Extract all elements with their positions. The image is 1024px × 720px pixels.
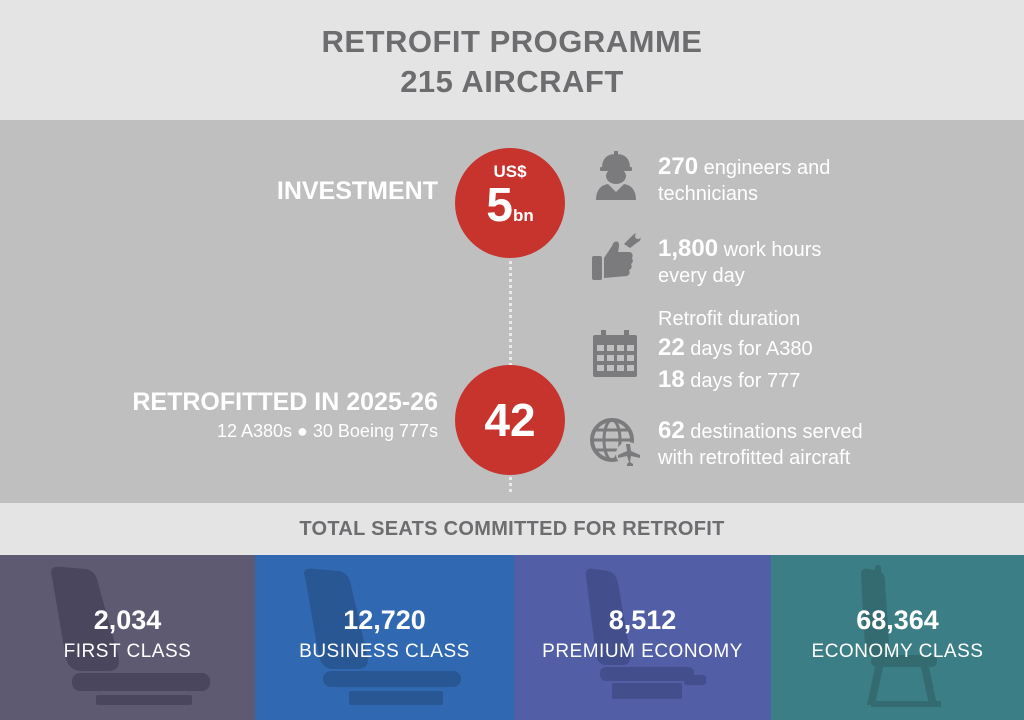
header — [0, 0, 1024, 120]
seat-panel-business — [255, 555, 514, 720]
investment-currency: US$ — [493, 162, 527, 181]
duration-a380-number: 22 — [658, 334, 685, 361]
premium-economy-seat-icon — [514, 555, 771, 720]
retrofitted-count: 42 — [484, 394, 536, 446]
work-hours-text-2: every day — [658, 265, 745, 287]
destinations-number: 62 — [658, 417, 685, 444]
main-section — [0, 120, 1024, 503]
destinations-text: destinations served — [684, 421, 863, 443]
fact-destinations — [658, 418, 863, 471]
fact-duration — [658, 306, 813, 396]
investment-value: 5 — [486, 179, 513, 232]
duration-heading: Retrofit duration — [658, 308, 801, 330]
engineers-number: 270 — [658, 153, 699, 180]
business-class-seat-icon — [255, 555, 514, 720]
seat-panel-economy — [771, 555, 1024, 720]
business-class-value: 12,720 — [343, 605, 426, 635]
investment-unit: bn — [512, 206, 534, 225]
investment-label: INVESTMENT — [276, 177, 438, 205]
seat-panel-premium — [514, 555, 771, 720]
economy-class-value: 68,364 — [856, 605, 939, 635]
economy-class-label: ECONOMY CLASS — [811, 641, 984, 662]
page-subtitle: 215 AIRCRAFT — [400, 64, 624, 99]
investment-badge — [455, 148, 565, 258]
duration-777-number: 18 — [658, 366, 685, 393]
retrofitted-badge — [455, 365, 565, 475]
premium-economy-value: 8,512 — [608, 605, 677, 635]
duration-a380-text: days for A380 — [684, 338, 813, 360]
page-title: RETROFIT PROGRAMME — [321, 24, 703, 59]
calendar-icon — [592, 330, 638, 383]
first-class-value: 2,034 — [93, 605, 162, 635]
fact-engineers — [658, 154, 830, 207]
globe-plane-icon — [590, 416, 642, 471]
retrofitted-detail: 12 A380s ● 30 Boeing 777s — [216, 421, 438, 441]
destinations-text-2: with retrofitted aircraft — [658, 447, 851, 469]
business-class-label: BUSINESS CLASS — [299, 641, 470, 662]
seats-heading: TOTAL SEATS COMMITTED FOR RETROFIT — [0, 503, 1024, 555]
fact-work-hours — [658, 236, 821, 289]
premium-economy-label: PREMIUM ECONOMY — [542, 641, 743, 662]
work-hours-text: work hours — [718, 239, 822, 261]
retrofitted-label: RETROFITTED IN 2025-26 — [132, 388, 438, 416]
work-hours-number: 1,800 — [658, 235, 719, 262]
first-class-seat-icon — [0, 555, 255, 720]
engineers-text-2: technicians — [658, 183, 759, 205]
duration-777-text: days for 777 — [684, 370, 801, 392]
engineers-text: engineers and — [698, 157, 831, 179]
economy-class-seat-icon — [771, 555, 1024, 720]
engineer-icon — [592, 150, 640, 205]
thumbs-up-wrench-icon — [590, 232, 642, 289]
seat-panel-first — [0, 555, 255, 720]
first-class-label: FIRST CLASS — [63, 641, 192, 662]
